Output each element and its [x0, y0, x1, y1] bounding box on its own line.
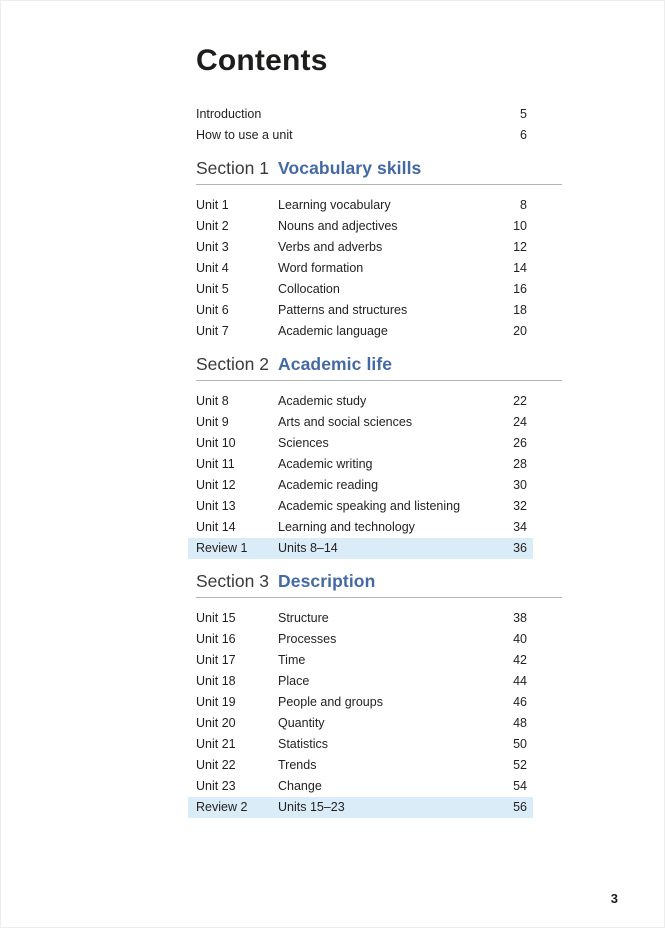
- row-title: Quantity: [278, 716, 325, 730]
- toc-row: [196, 692, 562, 713]
- section-title: Description: [278, 571, 376, 591]
- row-title: Change: [278, 779, 322, 793]
- row-title: Processes: [278, 632, 337, 646]
- front-matter-list: [196, 104, 562, 146]
- row-page-number: 50: [513, 737, 527, 751]
- toc-row: [196, 433, 562, 454]
- row-title: Nouns and adjectives: [278, 219, 398, 233]
- sections: [196, 158, 562, 818]
- row-title: Units 15–23: [278, 800, 345, 814]
- row-page-number: 52: [513, 758, 527, 772]
- row-page-number: 32: [513, 499, 527, 513]
- toc-row: [196, 237, 562, 258]
- row-title: Arts and social sciences: [278, 415, 413, 429]
- row-unit-label: Unit 12: [196, 478, 236, 492]
- row-unit-label: Unit 17: [196, 653, 236, 667]
- row-page-number: 38: [513, 611, 527, 625]
- row-page-number: 24: [513, 415, 527, 429]
- row-unit-label: Unit 19: [196, 695, 236, 709]
- toc-row: [196, 454, 562, 475]
- row-title: Trends: [278, 758, 317, 772]
- row-page-number: 28: [513, 457, 527, 471]
- toc-row: [196, 671, 562, 692]
- row-title: Learning and technology: [278, 520, 415, 534]
- row-page-number: 22: [513, 394, 527, 408]
- row-title: Learning vocabulary: [278, 198, 391, 212]
- toc-row: [196, 734, 562, 755]
- toc-row: [196, 650, 562, 671]
- row-page-number: 8: [520, 198, 527, 212]
- section-header: [196, 354, 562, 381]
- row-page-number: 26: [513, 436, 527, 450]
- row-page-number: 14: [513, 261, 527, 275]
- row-title: Sciences: [278, 436, 329, 450]
- row-title: Academic speaking and listening: [278, 499, 461, 513]
- row-unit-label: Unit 2: [196, 219, 229, 233]
- row-unit-label: Unit 23: [196, 779, 236, 793]
- row-unit-label: Unit 11: [196, 457, 235, 471]
- row-unit-label: Unit 22: [196, 758, 236, 772]
- toc-content: [196, 44, 562, 818]
- row-unit-label: Unit 10: [196, 436, 236, 450]
- toc-row: [196, 517, 562, 538]
- row-title: Statistics: [278, 737, 329, 751]
- row-page-number: 42: [513, 653, 527, 667]
- row-unit-label: Unit 20: [196, 716, 236, 730]
- toc-row: [196, 713, 562, 734]
- row-unit-label: Review 1: [196, 541, 248, 555]
- section-title: Academic life: [278, 354, 393, 374]
- row-unit-label: Unit 13: [196, 499, 236, 513]
- toc-row: [196, 776, 562, 797]
- toc-row: [196, 496, 562, 517]
- row-unit-label: Unit 6: [196, 303, 229, 317]
- front-matter-label: Introduction: [196, 107, 262, 121]
- toc-row: [196, 629, 562, 650]
- front-matter-row: [196, 104, 562, 125]
- front-matter-page: 5: [520, 107, 527, 121]
- front-matter-label: How to use a unit: [196, 128, 293, 142]
- toc-row: [196, 755, 562, 776]
- section-header: [196, 158, 562, 185]
- row-unit-label: Review 2: [196, 800, 248, 814]
- row-unit-label: Unit 3: [196, 240, 229, 254]
- row-page-number: 54: [513, 779, 527, 793]
- row-title: Academic study: [278, 394, 367, 408]
- row-title: Time: [278, 653, 306, 667]
- row-page-number: 10: [513, 219, 527, 233]
- toc-section: [196, 354, 562, 559]
- row-page-number: 34: [513, 520, 527, 534]
- section-title: Vocabulary skills: [278, 158, 422, 178]
- row-title: Units 8–14: [278, 541, 338, 555]
- front-matter-row: [196, 125, 562, 146]
- row-page-number: 18: [513, 303, 527, 317]
- row-unit-label: Unit 16: [196, 632, 236, 646]
- front-matter-page: 6: [520, 128, 527, 142]
- row-unit-label: Unit 9: [196, 415, 229, 429]
- row-title: Place: [278, 674, 310, 688]
- row-unit-label: Unit 18: [196, 674, 236, 688]
- toc-row: [196, 300, 562, 321]
- section-label: Section 2: [196, 354, 269, 374]
- toc-row: [196, 321, 562, 342]
- toc-row: [196, 608, 562, 629]
- row-title: Academic writing: [278, 457, 373, 471]
- row-title: People and groups: [278, 695, 383, 709]
- page-number: 3: [610, 891, 618, 906]
- row-unit-label: Unit 21: [196, 737, 236, 751]
- row-unit-label: Unit 8: [196, 394, 229, 408]
- row-page-number: 16: [513, 282, 527, 296]
- row-title: Verbs and adverbs: [278, 240, 383, 254]
- row-page-number: 20: [513, 324, 527, 338]
- page-title: Contents: [196, 44, 328, 77]
- toc-row: [196, 195, 562, 216]
- toc-section: [196, 158, 562, 342]
- row-title: Patterns and structures: [278, 303, 408, 317]
- row-unit-label: Unit 4: [196, 261, 229, 275]
- toc-row: [196, 279, 562, 300]
- row-title: Collocation: [278, 282, 340, 296]
- section-header: [196, 571, 562, 598]
- row-title: Word formation: [278, 261, 364, 275]
- toc-section: [196, 571, 562, 818]
- toc-row: [196, 412, 562, 433]
- toc-row: [196, 538, 562, 559]
- toc-row: [196, 475, 562, 496]
- row-title: Structure: [278, 611, 329, 625]
- section-rows: [196, 195, 562, 342]
- row-unit-label: Unit 7: [196, 324, 229, 338]
- row-page-number: 40: [513, 632, 527, 646]
- toc-row: [196, 258, 562, 279]
- row-page-number: 56: [513, 800, 527, 814]
- row-page-number: 46: [513, 695, 527, 709]
- toc-row: [196, 797, 562, 818]
- section-label: Section 3: [196, 571, 269, 591]
- row-page-number: 36: [513, 541, 527, 555]
- row-page-number: 12: [513, 240, 527, 254]
- toc-row: [196, 391, 562, 412]
- row-page-number: 48: [513, 716, 527, 730]
- section-rows: [196, 391, 562, 559]
- section-label: Section 1: [196, 158, 269, 178]
- row-title: Academic language: [278, 324, 388, 338]
- row-unit-label: Unit 14: [196, 520, 236, 534]
- section-rows: [196, 608, 562, 818]
- row-unit-label: Unit 15: [196, 611, 236, 625]
- row-title: Academic reading: [278, 478, 379, 492]
- row-unit-label: Unit 1: [196, 198, 229, 212]
- row-page-number: 30: [513, 478, 527, 492]
- row-page-number: 44: [513, 674, 527, 688]
- toc-row: [196, 216, 562, 237]
- row-unit-label: Unit 5: [196, 282, 229, 296]
